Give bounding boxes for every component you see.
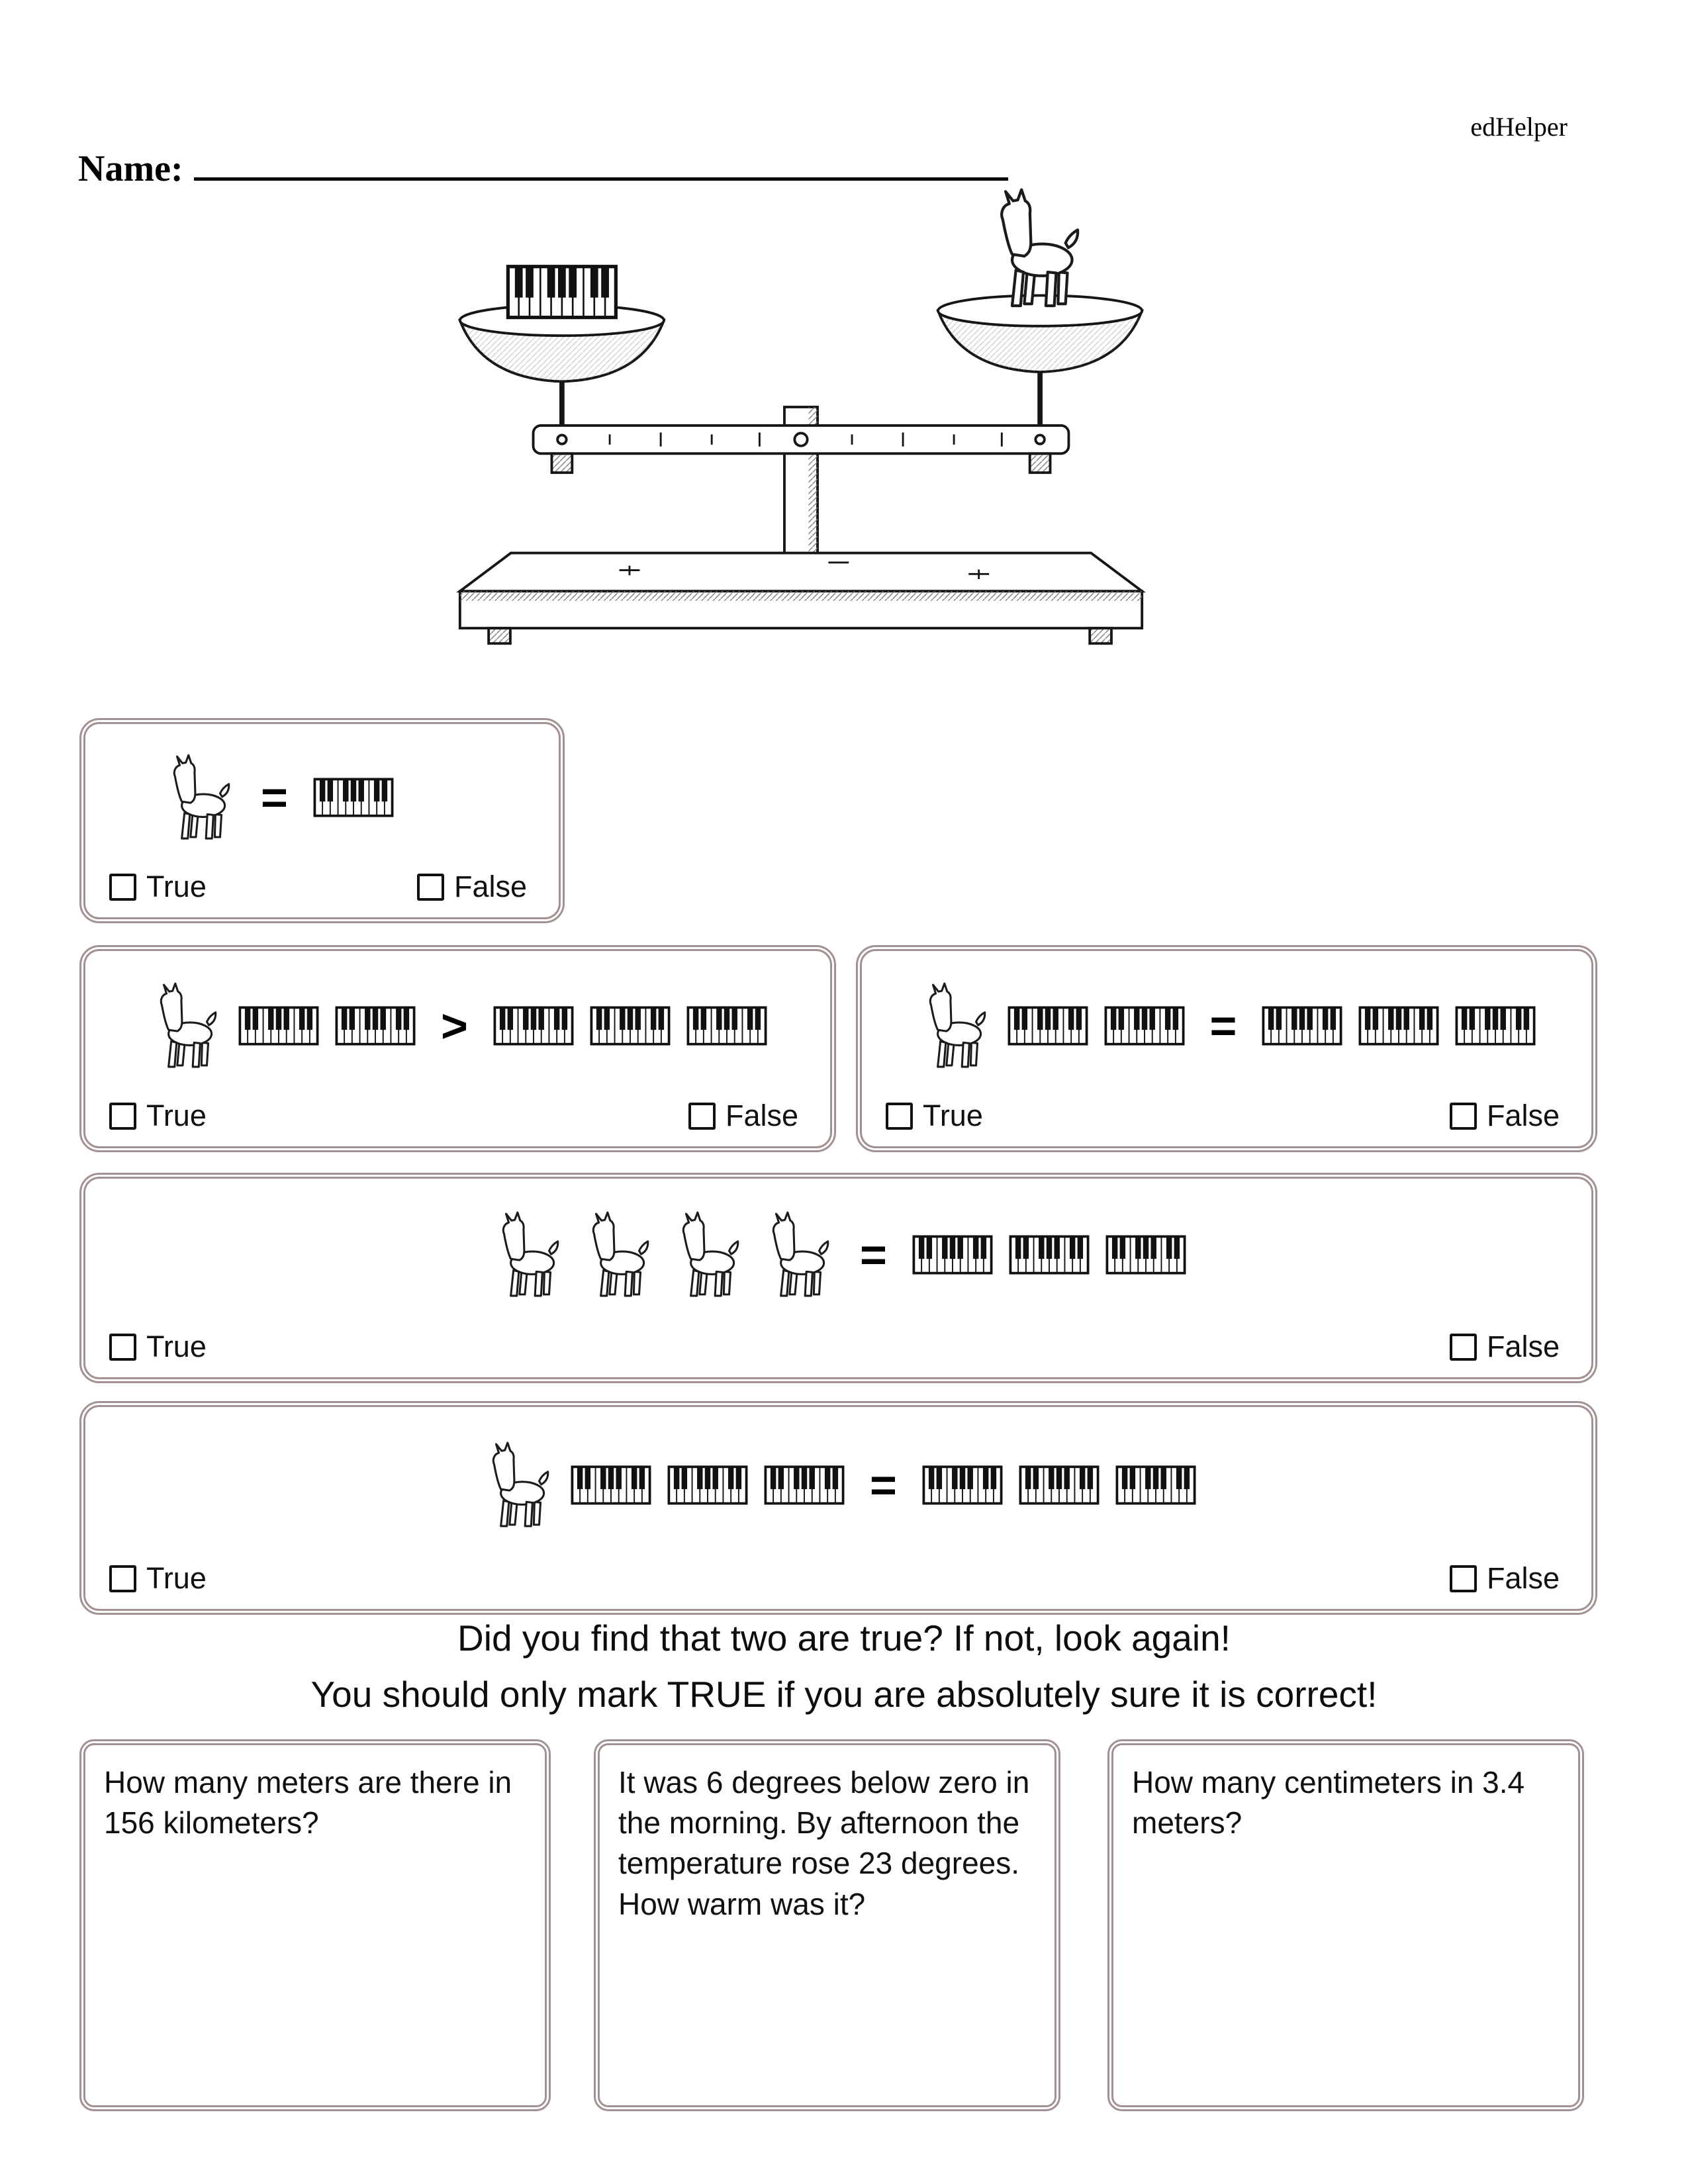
piano-icon [1358,1006,1439,1046]
piano-icon [1105,1235,1186,1275]
false-checkbox[interactable] [417,874,444,901]
statement-equation [85,1407,1591,1556]
hint-line-2: You should only mark TRUE if you are absolutely sure it is correct! [310,1674,1378,1715]
true-option[interactable] [109,1099,207,1133]
false-checkbox[interactable] [1450,1565,1477,1592]
statement-box-4 [79,1173,1597,1383]
operator-greater-than: > [441,999,468,1052]
piano-icon [1115,1465,1196,1505]
llama-icon [761,1211,835,1298]
piano-icon [1455,1006,1536,1046]
piano-keyboard-icon [508,267,616,318]
true-false-row [85,1561,1591,1596]
piano-icon [912,1235,993,1275]
piano-icon [335,1006,416,1046]
statement-equation [85,951,830,1093]
word-problem-text: How many centimeters in 3.4 meters? [1132,1765,1525,1841]
true-false-row [862,1099,1591,1133]
true-checkbox[interactable] [109,1565,136,1592]
false-option[interactable] [1450,1561,1560,1596]
false-option[interactable] [688,1099,798,1133]
piano-icon [667,1465,748,1505]
piano-icon [1019,1465,1100,1505]
true-label: True [146,1330,207,1363]
true-option[interactable] [109,1330,207,1364]
piano-icon [1262,1006,1342,1046]
true-checkbox[interactable] [886,1103,913,1130]
llama-icon [671,1211,745,1298]
false-label: False [1486,1330,1560,1363]
statement-box-3 [856,945,1597,1152]
piano-icon [493,1006,574,1046]
true-label: True [923,1099,983,1132]
llama-icon [162,754,236,841]
operator-equals: = [860,1229,887,1281]
true-option[interactable] [109,1561,207,1596]
false-label: False [1486,1561,1560,1595]
true-label: True [146,1561,207,1595]
operator-equals: = [870,1459,897,1511]
llama-icon [581,1211,655,1298]
name-label: Name: [78,148,183,189]
word-problem-box-3 [1107,1739,1584,2111]
piano-icon [686,1006,767,1046]
operator-equals: = [261,772,288,823]
word-problem-text: It was 6 degrees below zero in the morning. By afternoon the temperature rose 23 degrees. How warm was it? [618,1765,1030,1921]
llama-icon [148,982,222,1069]
word-problem-text: How many meters are there in 156 kilometers? [104,1765,512,1841]
false-option[interactable] [1450,1330,1560,1364]
piano-icon [313,778,394,817]
brand: edHelper [1470,112,1568,142]
piano-icon [1009,1235,1090,1275]
piano-icon [1104,1006,1185,1046]
llama-icon [491,1211,565,1298]
hint-line-1: Did you find that two are true? If not, look again! [457,1617,1231,1659]
true-checkbox[interactable] [109,1334,136,1361]
piano-icon [571,1465,651,1505]
statement-box-1 [79,718,565,923]
statement-equation [862,951,1591,1093]
llama-icon [917,982,992,1069]
operator-equals: = [1209,999,1237,1052]
false-checkbox[interactable] [1450,1103,1477,1130]
false-option[interactable] [417,870,527,904]
piano-icon [1008,1006,1088,1046]
word-problem-box-1 [79,1739,551,2111]
statement-box-2 [79,945,836,1152]
true-label: True [146,1099,207,1132]
statement-equation [85,724,559,864]
statement-box-5 [79,1401,1597,1615]
true-option[interactable] [109,870,207,904]
true-label: True [146,870,207,903]
balance-scale-illustration [371,180,1231,703]
word-problem-box-2 [594,1739,1060,2111]
true-checkbox[interactable] [109,1103,136,1130]
statement-equation [85,1179,1591,1324]
llama-icon [1002,190,1078,306]
false-checkbox[interactable] [1450,1334,1477,1361]
name-input-line[interactable] [194,144,1008,181]
false-label: False [453,870,527,903]
piano-icon [590,1006,671,1046]
true-option[interactable] [886,1099,983,1133]
false-checkbox[interactable] [688,1103,716,1130]
true-false-row [85,1099,830,1133]
llama-icon [481,1441,555,1529]
true-checkbox[interactable] [109,874,136,901]
false-option[interactable] [1450,1099,1560,1133]
piano-icon [764,1465,845,1505]
false-label: False [1486,1099,1560,1132]
true-false-row [85,1330,1591,1364]
false-label: False [725,1099,798,1132]
piano-icon [922,1465,1003,1505]
true-false-row [85,870,559,904]
piano-icon [238,1006,319,1046]
